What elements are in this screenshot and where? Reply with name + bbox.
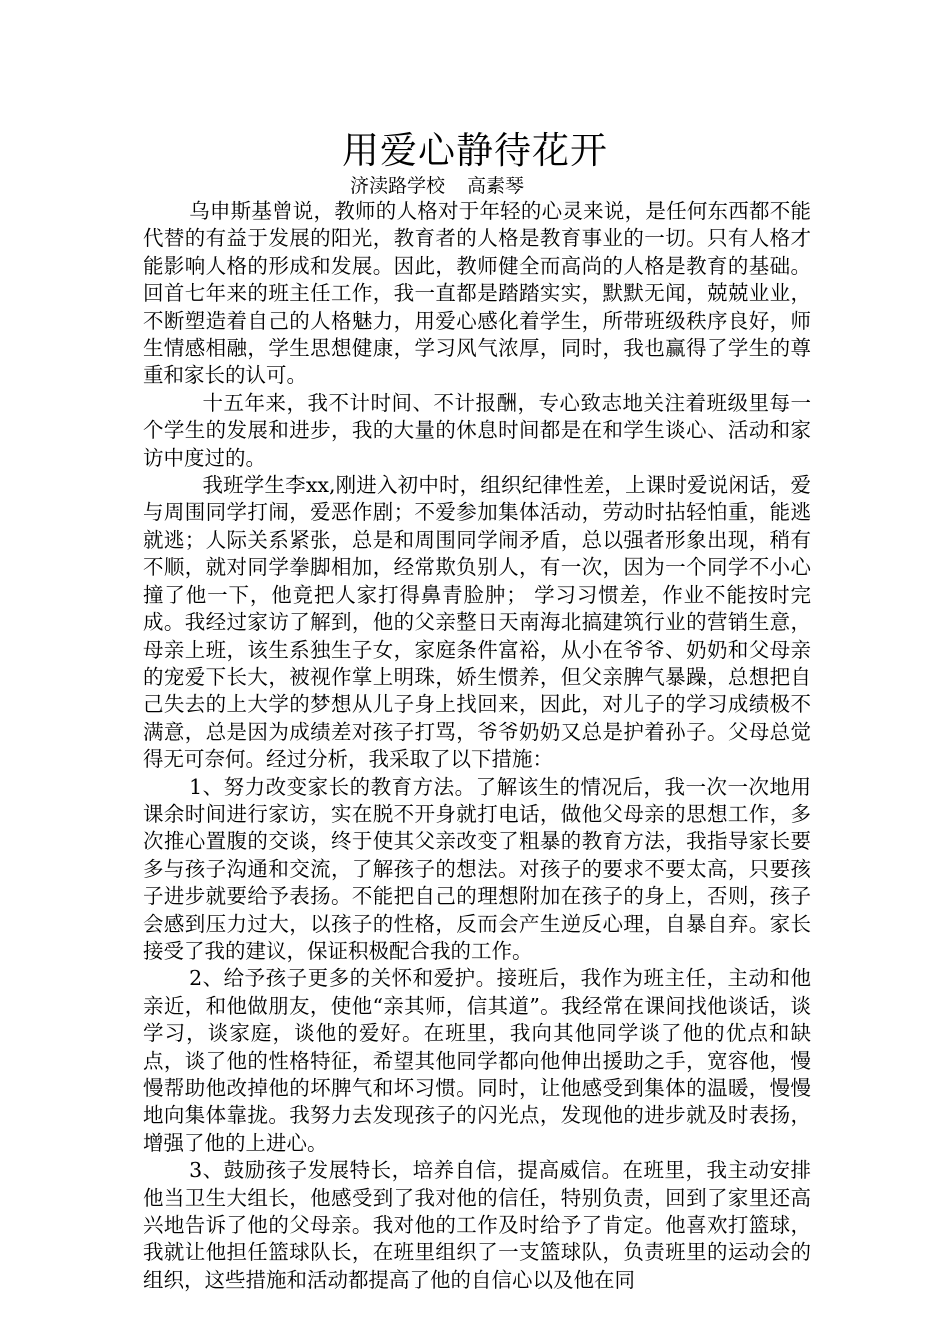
paragraph: 乌申斯基曾说，教师的人格对于年轻的心灵来说，是任何东西都不能代替的有益于发展的阳光，教育者的人格是教育事业的一切。只有人格才能影响人格的形成和发展。因此，教师健全而高尚的人格是教育的基础。回首七年来的班主任工作，我一直都是踏踏实实，默默无闻，兢兢业业，不断塑造着自己的人格魅力，用爱心感化着学生，所带班级秩序良好，师生情感相融，学生思想健康，学习风气浓厚，同时，我也赢得了学生的尊重和家长的认可。 [143,199,811,388]
paragraph: 1、努力改变家长的教育方法。了解该生的情况后，我一次一次地用课余时间进行家访，实在脱不开身就打电话，做他父母亲的思想工作，多次推心置腹的交谈，终于使其父亲改变了粗暴的教育方法，我指导家长要多与孩子沟通和交流，了解孩子的想法。对孩子的要求不要太高，只要孩子进步就要给予表扬。不能把自己的理想附加在孩子的身上，否则，孩子会感到压力过大，以孩子的性格，反而会产生逆反心理，自暴自弃。家长接受了我的建议，保证积极配合我的工作。 [143,774,811,963]
document-title: 用爱心静待花开 [342,129,608,172]
school-name: 济渎路学校 [350,175,446,197]
document-body [143,198,811,1294]
paragraph: 3、鼓励孩子发展特长，培养自信，提高威信。在班里，我主动安排他当卫生大组长，他感受到了我对他的信任，特别负责，回到了家里还高兴地告诉了他的父母亲。我对他的工作及时给予了肯定。他喜欢打篮球，我就让他担任篮球队长，在班里组织了一支篮球队，负责班里的运动会的组织，这些措施和活动都提高了他的自信心以及他在同 [143,1158,811,1292]
paragraph: 2、给予孩子更多的关怀和爱护。接班后，我作为班主任，主动和他亲近，和他做朋友，使他“亲其师，信其道”。我经常在课间找他谈话，谈学习，谈家庭，谈他的爱好。在班里，我向其他同学谈了他的优点和缺点，谈了他的性格特征，希望其他同学都向他伸出援助之手，宽容他，慢慢帮助他改掉他的坏脾气和坏习惯。同时，让他感受到集体的温暖，慢慢地向集体靠拢。我努力去发现孩子的闪光点，发现他的进步就及时表扬，增强了他的上进心。 [143,966,811,1155]
author-name: 高素琴 [467,175,525,197]
paragraph: 我班学生李xx,刚进入初中时，组织纪律性差，上课时爱说闲话，爱与周围同学打闹，爱恶作剧；不爱参加集体活动，劳动时拈轻怕重，能逃就逃；人际关系紧张，总是和周围同学闹矛盾，总以强者形象出现，稍有不顺，就对同学拳脚相加，经常欺负别人，有一次，因为一个同学不小心撞了他一下，他竟把人家打得鼻青脸肿； 学习习惯差，作业不能按时完成。我经过家访了解到，他的父亲整日天南海北搞建筑行业的营销生意，母亲上班，该生系独生子女，家庭条件富裕，从小在爷爷、奶奶和父母亲的宠爱下长大，被视作掌上明珠，娇生惯养，但父亲脾气暴躁，总想把自己失去的上大学的梦想从儿子身上找回来，因此，对儿子的学习成绩极不满意，总是因为成绩差对孩子打骂，爷爷奶奶又总是护着孙子。父母总觉得无可奈何。经过分析，我采取了以下措施： [143,473,811,772]
paragraph: 十五年来，我不计时间、不计报酬，专心致志地关注着班级里每一个学生的发展和进步，我的大量的休息时间都是在和学生谈心、活动和家访中度过的。 [143,390,811,470]
byline [350,174,750,198]
